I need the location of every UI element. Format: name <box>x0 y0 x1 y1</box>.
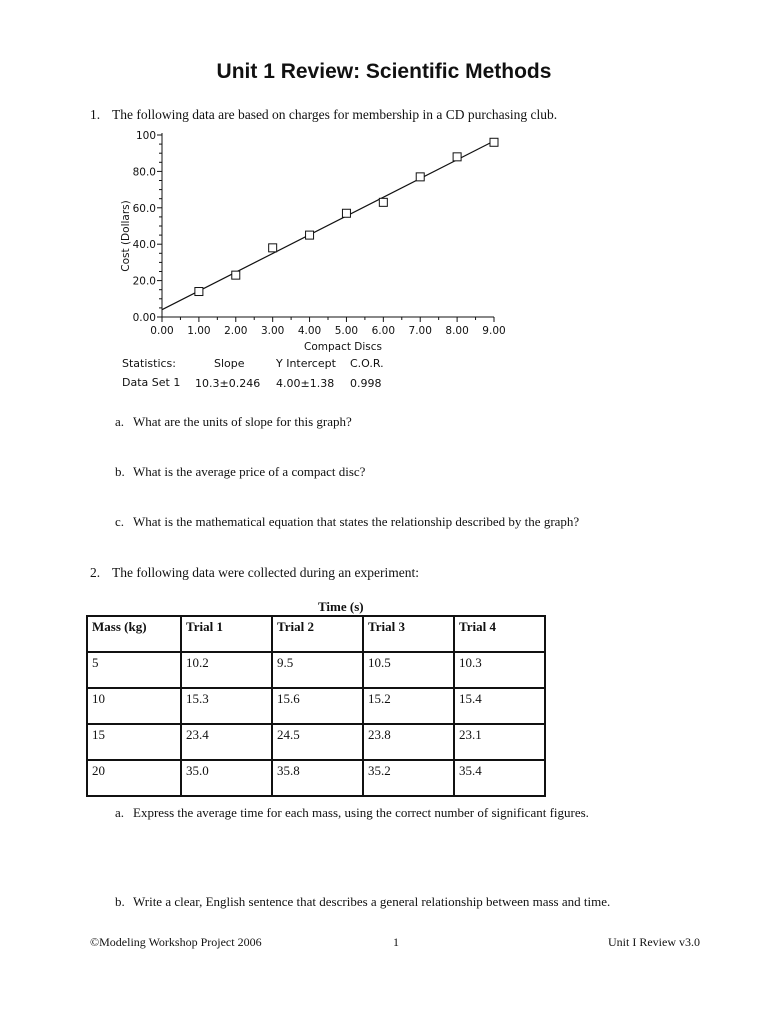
data-point <box>379 198 387 206</box>
stats-slope-value: 10.3±0.246 <box>195 377 261 390</box>
x-tick-label: 9.00 <box>482 325 506 337</box>
x-axis-label: Compact Discs <box>303 341 383 353</box>
table-cell: 15.4 <box>454 688 545 724</box>
question-1-number: 1. <box>90 107 101 122</box>
question-1c <box>115 514 579 530</box>
x-tick-label: 0.00 <box>150 325 174 337</box>
x-tick-label: 6.00 <box>371 325 396 337</box>
fit-line <box>162 141 494 310</box>
x-tick-label: 5.00 <box>334 325 359 337</box>
table-cell: 20 <box>87 760 181 796</box>
question-2b <box>115 894 610 910</box>
question-1c-text: What is the mathematical equation that states the relationship described by the graph? <box>133 514 580 529</box>
question-1b <box>115 464 365 480</box>
chart-axes <box>157 133 494 322</box>
table-cell: 5 <box>87 652 181 688</box>
question-2b-text: Write a clear, English sentence that describes a general relationship between mass and time. <box>133 894 611 909</box>
cd-cost-chart <box>115 125 515 355</box>
question-2a-text: Express the average time for each mass, using the correct number of significant figures. <box>133 805 589 820</box>
table-row <box>87 724 545 760</box>
data-point <box>306 231 314 239</box>
table-cell: 35.2 <box>363 760 454 796</box>
y-axis-label: Cost (Dollars) <box>120 200 132 272</box>
data-point <box>490 138 498 146</box>
data-point <box>453 153 461 161</box>
stats-header-intercept: Y Intercept <box>276 357 336 370</box>
question-1a-text: What are the units of slope for this graph? <box>133 414 352 429</box>
table-cell: 15.6 <box>272 688 363 724</box>
table-row <box>87 760 545 796</box>
question-1a <box>115 414 352 430</box>
chart-marks <box>162 138 498 309</box>
x-tick-label: 2.00 <box>224 325 248 337</box>
x-tick-label: 7.00 <box>408 325 432 337</box>
table-cell: 23.8 <box>363 724 454 760</box>
y-tick-label: 60.0 <box>132 202 156 215</box>
table-cell: 9.5 <box>272 652 363 688</box>
stats-row-label: Data Set 1 <box>122 376 181 389</box>
y-tick-label: 100 <box>135 130 156 142</box>
stats-header-slope: Slope <box>214 357 245 370</box>
header-trial-3: Trial 3 <box>363 616 454 652</box>
table-cell: 23.4 <box>181 724 272 760</box>
question-2a <box>115 805 589 821</box>
footer-page-number: 1 <box>393 935 399 949</box>
x-tick-label: 4.00 <box>297 325 322 337</box>
header-trial-2: Trial 2 <box>272 616 363 652</box>
footer-copyright: ©Modeling Workshop Project 2006 <box>90 935 262 949</box>
table-cell: 23.1 <box>454 724 545 760</box>
table-cell: 10.3 <box>454 652 545 688</box>
stats-cor-value: 0.998 <box>350 377 382 390</box>
table-row <box>87 652 545 688</box>
question-2-number: 2. <box>90 565 101 580</box>
table-header-row <box>87 616 545 652</box>
data-point <box>195 288 203 296</box>
header-trial-4: Trial 4 <box>454 616 545 652</box>
data-point <box>232 271 240 279</box>
table-cell: 15 <box>87 724 181 760</box>
x-tick-label: 1.00 <box>187 325 211 337</box>
table-cell: 35.8 <box>272 760 363 796</box>
x-tick-label: 8.00 <box>445 325 469 337</box>
stats-intercept-value: 4.00±1.38 <box>276 377 335 390</box>
data-point <box>416 173 424 181</box>
y-tick-label: 40.0 <box>132 239 156 252</box>
question-1 <box>90 107 557 123</box>
header-trial-1: Trial 1 <box>181 616 272 652</box>
stats-label: Statistics: <box>122 357 176 370</box>
question-1c-letter: c. <box>115 514 125 529</box>
table-cell: 35.4 <box>454 760 545 796</box>
data-point <box>342 209 350 217</box>
header-mass: Mass (kg) <box>87 616 181 652</box>
y-tick-label: 0.00 <box>132 312 156 324</box>
y-tick-label: 80.0 <box>132 166 156 179</box>
question-1b-text: What is the average price of a compact disc? <box>133 464 366 479</box>
trial-data-table <box>86 615 546 797</box>
table-cell: 24.5 <box>272 724 363 760</box>
table-cell: 10.5 <box>363 652 454 688</box>
y-tick-label: 20.0 <box>132 275 156 288</box>
question-1b-letter: b. <box>115 464 125 479</box>
footer-version: Unit I Review v3.0 <box>608 935 700 949</box>
table-row <box>87 688 545 724</box>
question-2-text: The following data were collected during an experiment: <box>112 565 420 580</box>
table-cell: 35.0 <box>181 760 272 796</box>
stats-header-cor: C.O.R. <box>350 357 384 370</box>
data-point <box>269 244 277 252</box>
question-1a-letter: a. <box>115 414 125 429</box>
x-tick-label: 3.00 <box>260 325 285 337</box>
table-caption: Time (s) <box>318 599 364 614</box>
question-2a-letter: a. <box>115 805 125 820</box>
table-cell: 10 <box>87 688 181 724</box>
question-1-text: The following data are based on charges for membership in a CD purchasing club. <box>112 107 558 122</box>
question-2b-letter: b. <box>115 894 125 909</box>
chart-labels <box>120 130 506 353</box>
table-cell: 15.3 <box>181 688 272 724</box>
table-cell: 10.2 <box>181 652 272 688</box>
table-cell: 15.2 <box>363 688 454 724</box>
question-2 <box>90 565 419 581</box>
page-title: Unit 1 Review: Scientific Methods <box>216 60 552 83</box>
